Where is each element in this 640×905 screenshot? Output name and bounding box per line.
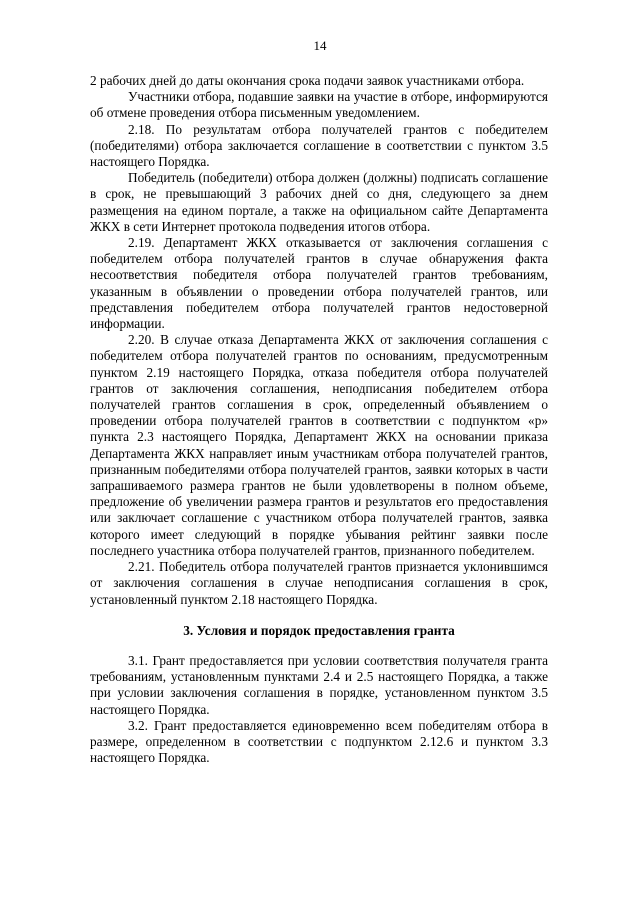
- paragraph-continuation: 2 рабочих дней до даты окончания срока подачи заявок участниками отбора.: [90, 73, 525, 88]
- paragraph-3-1: 3.1. Грант предоставляется при условии соответствия получателя гранта требованиям, установленным пунктами 2.4 и 2.5 настоящего Порядка, а также при условии заключения соглашения в порядке, установленном пунктом 3.5 настоящего Порядка.: [90, 652, 548, 717]
- paragraph-2-18: 2.18. По результатам отбора получателей грантов с победителем (победителями) отбора заключается соглашение в соответствии с пунктом 3.5 настоящего Порядка.: [90, 121, 548, 170]
- paragraph-2-20: 2.20. В случае отказа Департамента ЖКХ от заключения соглашения с победителем отбора получателей грантов по основаниям, предусмотренным пунктом 2.19 настоящего Порядка, отказа победителя отбора получателей грантов от заключения соглашения, неподписания победителем отбора получателей грантов соглашения в срок, определенный объявлением о проведении отбора получателей грантов в соответствии с подпунктом «р» пункта 2.3 настоящего Порядка, Департамент ЖКХ на основании приказа Департамента ЖКХ направляет иным участникам отбора получателей грантов, признанным победителями отбора получателей грантов, заявки которых в части запрашиваемого размера грантов не были удовлетворены в полном объеме, предложение об увеличении размера грантов и результатов его предоставления или заключает соглашение с участником отбора получателей грантов, заявка которого имеет следующий в порядке убывания рейтинг заявки после последнего участника отбора получателей грантов, признанного победителем.: [90, 332, 548, 558]
- paragraph-cancellation-notice: Участники отбора, подавшие заявки на участие в отборе, информируются об отмене проведения отбора письменным уведомлением.: [90, 89, 548, 121]
- paragraph-2-18-signing: Победитель (победители) отбора должен (должны) подписать соглашение в срок, не превышающий 3 рабочих дней со дня, следующего за днем размещения на едином портале, а также на официальном сайте Департамента ЖКХ в сети Интернет протокола подведения итогов отбора.: [90, 170, 548, 234]
- section-3-heading: 3. Условия и порядок предоставления гранта: [183, 622, 455, 638]
- paragraph-2-19: 2.19. Департамент ЖКХ отказывается от заключения соглашения с победителем отбора получателей грантов в случае обнаружения факта несоответствия победителя отбора получателей грантов требованиям, указанным в объявлении о проведении отбора получателей грантов, или представления победителем отбора получателей грантов недостоверной информации.: [90, 235, 548, 332]
- document-body: [90, 73, 548, 766]
- paragraph-3-2: 3.2. Грант предоставляется единовременно всем победителям отбора в размере, определенном в соответствии с подпунктом 2.12.6 и пунктом 3.3 настоящего Порядка.: [90, 717, 548, 766]
- paragraph-2-21: 2.21. Победитель отбора получателей грантов признается уклонившимся от заключения соглашения в случае неподписания соглашения в срок, установленный пунктом 2.18 настоящего Порядка.: [90, 559, 548, 607]
- page-number: 14: [313, 38, 327, 53]
